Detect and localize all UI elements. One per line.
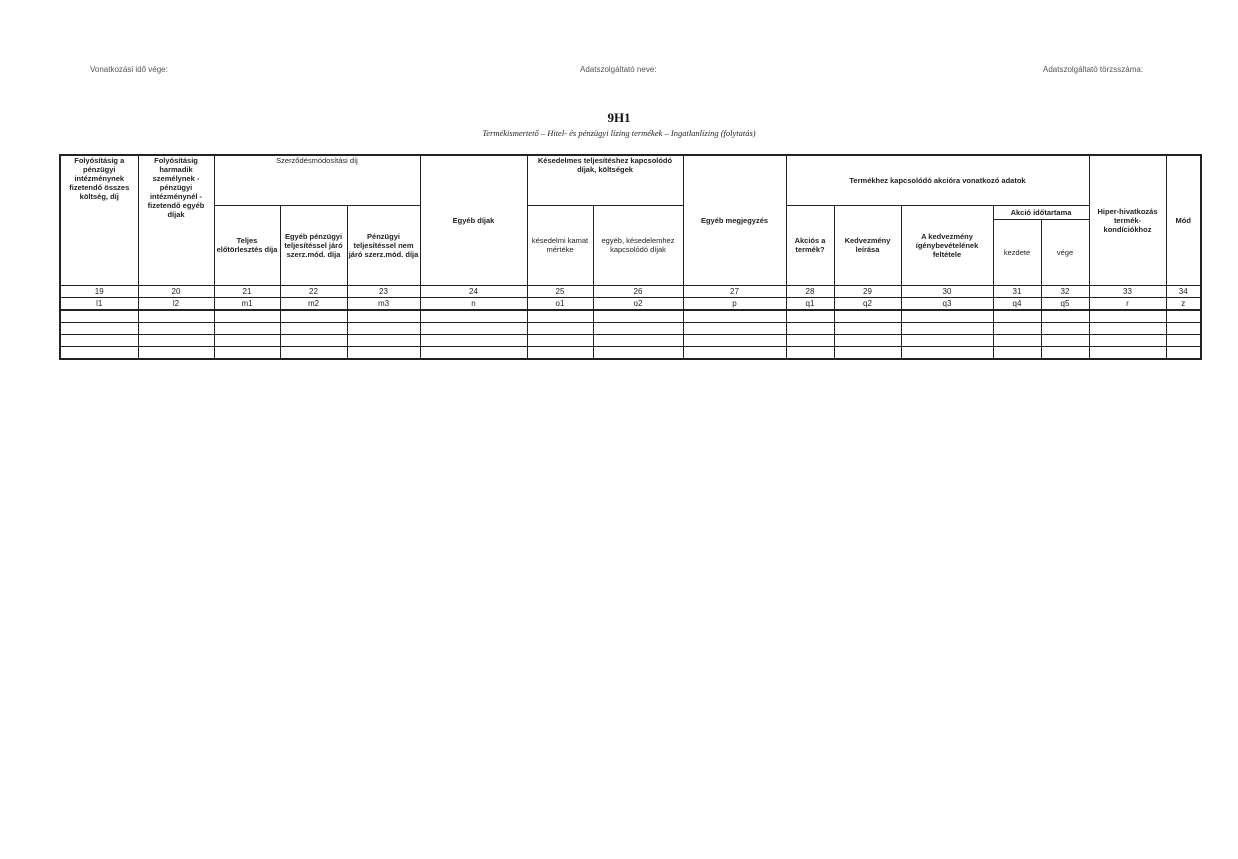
empty-cell[interactable] [138, 346, 214, 359]
column-code: m3 [347, 297, 420, 310]
empty-cell[interactable] [420, 334, 527, 346]
empty-cell[interactable] [1041, 322, 1089, 334]
empty-cell[interactable] [993, 346, 1041, 359]
col-header-22: Egyéb pénzügyi teljesítéssel járó szerz.mód. díja [280, 205, 347, 285]
empty-cell[interactable] [138, 322, 214, 334]
column-number: 21 [214, 285, 280, 297]
form-subtitle: Termékismertető – Hitel- és pénzügyi lízing termékek – Ingatlanlízing (folytatás) [482, 128, 756, 138]
empty-cell[interactable] [593, 310, 683, 323]
empty-cell[interactable] [1089, 310, 1166, 323]
empty-cell[interactable] [347, 334, 420, 346]
col-header-29: Kedvezmény leírása [834, 205, 901, 285]
empty-cell[interactable] [901, 334, 993, 346]
column-number: 30 [901, 285, 993, 297]
col-header-31: kezdete [993, 219, 1041, 285]
group-header-promotion-period: Akció időtartama [993, 205, 1089, 219]
column-code: q5 [1041, 297, 1089, 310]
empty-cell[interactable] [214, 322, 280, 334]
empty-cell[interactable] [347, 346, 420, 359]
reference-period-end-label: Vonatkozási idő vége: [90, 65, 168, 74]
column-code: m2 [280, 297, 347, 310]
empty-cell[interactable] [1166, 346, 1201, 359]
col-header-24: Egyéb díjak [420, 155, 527, 285]
col-header-25: késedelmi kamat mértéke [527, 205, 593, 285]
empty-data-row [60, 310, 1201, 323]
column-code: p [683, 297, 786, 310]
column-code: q2 [834, 297, 901, 310]
col-header-30: A kedvezmény igénybevételének feltétele [901, 205, 993, 285]
column-number: 28 [786, 285, 834, 297]
group-header-promotion-data: Termékhez kapcsolódó akcióra vonatkozó adatok [786, 155, 1089, 205]
empty-cell[interactable] [593, 346, 683, 359]
column-number: 33 [1089, 285, 1166, 297]
empty-cell[interactable] [214, 346, 280, 359]
empty-cell[interactable] [280, 334, 347, 346]
column-number: 29 [834, 285, 901, 297]
empty-cell[interactable] [901, 310, 993, 323]
empty-cell[interactable] [901, 322, 993, 334]
column-number: 25 [527, 285, 593, 297]
column-number: 23 [347, 285, 420, 297]
empty-cell[interactable] [1166, 310, 1201, 323]
empty-cell[interactable] [1089, 322, 1166, 334]
col-header-23: Pénzügyi teljesítéssel nem járó szerz.mód. díja [347, 205, 420, 285]
col-header-32: vége [1041, 219, 1089, 285]
column-number: 26 [593, 285, 683, 297]
col-header-28: Akciós a termék? [786, 205, 834, 285]
empty-cell[interactable] [527, 334, 593, 346]
empty-cell[interactable] [834, 322, 901, 334]
empty-data-row [60, 322, 1201, 334]
col-header-33: Hiper-hivatkozás termék-kondíciókhoz [1089, 155, 1166, 285]
empty-cell[interactable] [60, 310, 138, 323]
empty-cell[interactable] [834, 346, 901, 359]
empty-data-row [60, 346, 1201, 359]
column-number: 19 [60, 285, 138, 297]
empty-cell[interactable] [60, 346, 138, 359]
empty-cell[interactable] [683, 346, 786, 359]
empty-cell[interactable] [527, 322, 593, 334]
col-header-20: Folyósításig harmadik személynek - pénzügyi intézménynél - fizetendő egyéb díjak [138, 155, 214, 285]
product-data-table [59, 154, 1202, 360]
empty-cell[interactable] [1089, 346, 1166, 359]
empty-cell[interactable] [214, 334, 280, 346]
empty-cell[interactable] [1089, 334, 1166, 346]
column-number: 27 [683, 285, 786, 297]
column-code: q4 [993, 297, 1041, 310]
provider-registration-number-label: Adatszolgáltató törzsszáma: [1043, 65, 1144, 74]
empty-cell[interactable] [420, 346, 527, 359]
empty-cell[interactable] [786, 310, 834, 323]
column-number: 34 [1166, 285, 1201, 297]
column-code: o2 [593, 297, 683, 310]
column-number-row [60, 285, 1201, 297]
provider-name-label: Adatszolgáltató neve: [580, 65, 657, 74]
empty-cell[interactable] [786, 322, 834, 334]
column-code: m1 [214, 297, 280, 310]
empty-cell[interactable] [138, 310, 214, 323]
empty-cell[interactable] [593, 322, 683, 334]
column-code: z [1166, 297, 1201, 310]
empty-cell[interactable] [593, 334, 683, 346]
empty-cell[interactable] [993, 310, 1041, 323]
col-header-27: Egyéb megjegyzés [683, 155, 786, 285]
empty-cell[interactable] [60, 322, 138, 334]
empty-cell[interactable] [1041, 346, 1089, 359]
empty-data-row [60, 334, 1201, 346]
empty-cell[interactable] [420, 310, 527, 323]
empty-cell[interactable] [347, 310, 420, 323]
column-number: 24 [420, 285, 527, 297]
empty-cell[interactable] [993, 322, 1041, 334]
column-code: r [1089, 297, 1166, 310]
empty-cell[interactable] [280, 310, 347, 323]
empty-cell[interactable] [834, 310, 901, 323]
empty-cell[interactable] [280, 346, 347, 359]
empty-cell[interactable] [420, 322, 527, 334]
column-code: l2 [138, 297, 214, 310]
empty-cell[interactable] [683, 322, 786, 334]
group-header-contract-modification-fee: Szerződésmódosítási díj [214, 155, 420, 205]
column-code: q3 [901, 297, 993, 310]
empty-cell[interactable] [347, 322, 420, 334]
column-code: o1 [527, 297, 593, 310]
empty-cell[interactable] [527, 346, 593, 359]
column-number: 32 [1041, 285, 1089, 297]
empty-cell[interactable] [1041, 310, 1089, 323]
col-header-21: Teljes előtörlesztés díja [214, 205, 280, 285]
empty-cell[interactable] [786, 334, 834, 346]
empty-cell[interactable] [993, 334, 1041, 346]
empty-cell[interactable] [60, 334, 138, 346]
empty-cell[interactable] [834, 334, 901, 346]
column-number: 20 [138, 285, 214, 297]
empty-cell[interactable] [138, 334, 214, 346]
empty-cell[interactable] [1041, 334, 1089, 346]
form-title: 9H1 [607, 110, 631, 125]
column-number: 31 [993, 285, 1041, 297]
empty-cell[interactable] [214, 310, 280, 323]
col-header-19: Folyósításig a pénzügyi intézménynek fizetendő összes költség, díj [60, 155, 138, 285]
col-header-34: Mód [1166, 155, 1201, 285]
group-header-late-payment-fees: Késedelmes teljesítéshez kapcsolódó díjak, költségek [527, 155, 683, 205]
empty-cell[interactable] [1166, 322, 1201, 334]
column-code: n [420, 297, 527, 310]
empty-cell[interactable] [683, 334, 786, 346]
empty-cell[interactable] [1166, 334, 1201, 346]
column-code: l1 [60, 297, 138, 310]
column-code: q1 [786, 297, 834, 310]
empty-cell[interactable] [683, 310, 786, 323]
empty-cell[interactable] [786, 346, 834, 359]
col-header-26: egyéb, késedelemhez kapcsolódó díjak [593, 205, 683, 285]
empty-cell[interactable] [901, 346, 993, 359]
empty-cell[interactable] [527, 310, 593, 323]
column-code-row [60, 297, 1201, 310]
empty-cell[interactable] [280, 322, 347, 334]
column-number: 22 [280, 285, 347, 297]
